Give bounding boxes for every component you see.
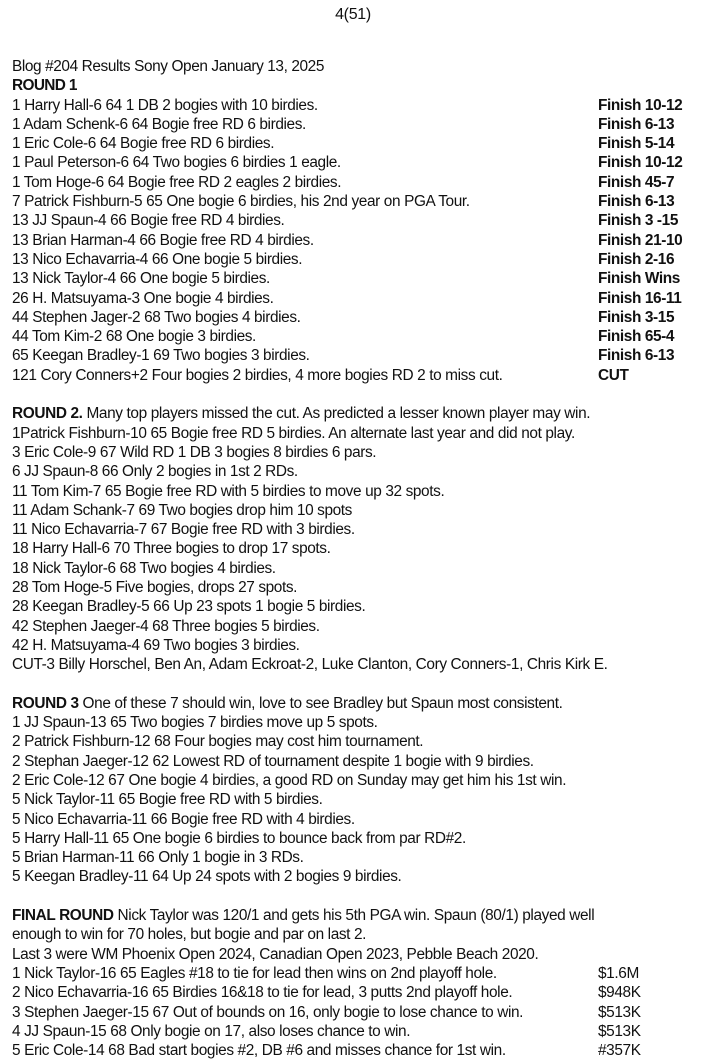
prize-money: $513K — [598, 1022, 641, 1040]
round1-row — [12, 231, 702, 250]
round2-row: 42 Stephen Jaeger-4 68 Three bogies 5 birdies. — [12, 617, 320, 635]
round3-row: 5 Harry Hall-11 65 One bogie 6 birdies to bounce back from par RD#2. — [12, 829, 466, 847]
round2-cut-line: CUT-3 Billy Horschel, Ben An, Adam Eckroat-2, Luke Clanton, Cory Conners-1, Chris Kirk E. — [12, 656, 608, 674]
row-text: 1 Tom Hoge-6 64 Bogie free RD 2 eagles 2 birdies. — [12, 173, 342, 191]
finish-result: Finish 16-11 — [598, 289, 682, 307]
finish-result: Finish 2-16 — [598, 250, 675, 268]
row-text: 121 Cory Conners+2 Four bogies 2 birdies, 4 more bogies RD 2 to miss cut. — [12, 366, 503, 384]
row-text: 4 JJ Spaun-15 68 Only bogie on 17, also loses chance to win. — [12, 1022, 411, 1040]
round3-intro: One of these 7 should win, love to see Bradley but Spaun most consistent. — [78, 694, 563, 712]
row-text: 1 Harry Hall-6 64 1 DB 2 bogies with 10 birdies. — [12, 96, 318, 114]
round3-row: 2 Stephan Jaeger-12 62 Lowest RD of tournament despite 1 bogie with 9 birdies. — [12, 752, 534, 770]
final-round-list — [12, 964, 702, 1060]
row-text: 26 H. Matsuyama-3 One bogie 4 birdies. — [12, 289, 274, 307]
prize-money: $513K — [598, 1003, 641, 1021]
round2-heading: ROUND 2. — [12, 405, 83, 423]
round2-header — [12, 404, 702, 423]
final-round-row — [12, 983, 702, 1002]
round1-row — [12, 211, 702, 230]
round1-row — [12, 115, 702, 134]
round2-row: 11 Tom Kim-7 65 Bogie free RD with 5 birdies to move up 32 spots. — [12, 482, 445, 500]
row-text: 13 JJ Spaun-4 66 Bogie free RD 4 birdies. — [12, 212, 285, 230]
row-text: 44 Tom Kim-2 68 One bogie 3 birdies. — [12, 328, 256, 346]
round2-row: 42 H. Matsuyama-4 69 Two bogies 3 birdies. — [12, 636, 300, 654]
round2-row: 11 Adam Schank-7 69 Two bogies drop him 10 spots — [12, 501, 352, 519]
finish-result: Finish 3 -15 — [598, 212, 679, 230]
final-round-heading: FINAL ROUND — [12, 907, 114, 925]
final-round-row — [12, 1022, 702, 1041]
round2-row: 3 Eric Cole-9 67 Wild RD 1 DB 3 bogies 8 birdies 6 pars. — [12, 443, 377, 461]
round2-intro: Many top players missed the cut. As predicted a lesser known player may win. — [82, 405, 591, 423]
row-text: 5 Eric Cole-14 68 Bad start bogies #2, DB #6 and misses chance for 1st win. — [12, 1042, 506, 1060]
round2-row: 1Patrick Fishburn-10 65 Bogie free RD 5 birdies. An alternate last year and did not play. — [12, 424, 575, 442]
round3-row: 5 Nick Taylor-11 65 Bogie free RD with 5 birdies. — [12, 791, 323, 809]
finish-result: Finish 6-13 — [598, 115, 675, 133]
row-text: 7 Patrick Fishburn-5 65 One bogie 6 birdies, his 2nd year on PGA Tour. — [12, 193, 470, 211]
row-text: 1 Nick Taylor-16 65 Eagles #18 to tie for lead then wins on 2nd playoff hole. — [12, 964, 497, 982]
round1-list — [12, 96, 702, 385]
round3-header — [12, 694, 702, 713]
row-text: 13 Nick Taylor-4 66 One bogie 5 birdies. — [12, 270, 270, 288]
round3-row: 2 Eric Cole-12 67 One bogie 4 birdies, a good RD on Sunday may get him his 1st win. — [12, 771, 567, 789]
finish-result: Finish Wins — [598, 270, 680, 288]
page-number: 4(51) — [335, 6, 371, 23]
prize-money: $1.6M — [598, 964, 639, 982]
row-text: 3 Stephen Jaeger-15 67 Out of bounds on 16, only bogie to lose chance to win. — [12, 1003, 524, 1021]
round3-row: 5 Keegan Bradley-11 64 Up 24 spots with 2 bogies 9 birdies. — [12, 868, 402, 886]
row-text: 2 Nico Echavarria-16 65 Birdies 16&18 to tie for lead, 3 putts 2nd playoff hole. — [12, 984, 513, 1002]
final-round-row — [12, 1003, 702, 1022]
finish-result: Finish 45-7 — [598, 173, 675, 191]
finish-result: Finish 10-12 — [598, 96, 683, 114]
final-round-intro: Nick Taylor was 120/1 and gets his 5th PGA win. Spaun (80/1) played well — [113, 907, 595, 925]
final-round-intro-2: enough to win for 70 holes, but bogie and par on last 2. — [12, 926, 367, 944]
round1-row — [12, 192, 702, 211]
round1-row — [12, 308, 702, 327]
finish-result: Finish 6-13 — [598, 347, 675, 365]
round2-row: 18 Harry Hall-6 70 Three bogies to drop 17 spots. — [12, 540, 331, 558]
finish-result: Finish 10-12 — [598, 154, 683, 172]
round1-row — [12, 289, 702, 308]
prize-money: #357K — [598, 1042, 641, 1060]
finish-result: Finish 65-4 — [598, 328, 675, 346]
row-text: 1 Paul Peterson-6 64 Two bogies 6 birdies 1 eagle. — [12, 154, 341, 172]
finish-result: Finish 6-13 — [598, 193, 675, 211]
round3-row: 2 Patrick Fishburn-12 68 Four bogies may cost him tournament. — [12, 733, 424, 751]
round3-row: 5 Brian Harman-11 66 Only 1 bogie in 3 RDs. — [12, 849, 304, 867]
round3-row: 5 Nico Echavarria-11 66 Bogie free RD with 4 birdies. — [12, 810, 355, 828]
document-body — [12, 57, 702, 1060]
round2-row: 28 Keegan Bradley-5 66 Up 23 spots 1 bogie 5 birdies. — [12, 598, 366, 616]
section-spacer — [12, 675, 702, 694]
round1-row — [12, 366, 702, 385]
finish-result: Finish 5-14 — [598, 135, 675, 153]
row-text: 65 Keegan Bradley-1 69 Two bogies 3 birdies. — [12, 347, 310, 365]
round3-row: 1 JJ Spaun-13 65 Two bogies 7 birdies move up 5 spots. — [12, 714, 378, 732]
round1-heading: ROUND 1 — [12, 77, 77, 95]
round2-row: 11 Nico Echavarria-7 67 Bogie free RD with 3 birdies. — [12, 521, 355, 539]
finish-result: Finish 21-10 — [598, 231, 683, 249]
document-title: Blog #204 Results Sony Open January 13, 2025 — [12, 58, 325, 75]
round2-row: 6 JJ Spaun-8 66 Only 2 bogies in 1st 2 RDs. — [12, 463, 298, 481]
final-round-row — [12, 1041, 702, 1060]
round1-row — [12, 173, 702, 192]
round1-row — [12, 134, 702, 153]
row-text: 13 Brian Harman-4 66 Bogie free RD 4 birdies. — [12, 231, 314, 249]
round1-row — [12, 269, 702, 288]
round1-row — [12, 250, 702, 269]
round1-row — [12, 327, 702, 346]
round1-row — [12, 346, 702, 365]
round2-list — [12, 424, 702, 675]
section-spacer — [12, 385, 702, 404]
row-text: 44 Stephen Jager-2 68 Two bogies 4 birdies. — [12, 308, 301, 326]
section-spacer — [12, 887, 702, 906]
row-text: 1 Eric Cole-6 64 Bogie free RD 6 birdies. — [12, 135, 275, 153]
round3-heading: ROUND 3 — [12, 694, 79, 712]
prize-money: $948K — [598, 984, 641, 1002]
row-text: 13 Nico Echavarria-4 66 One bogie 5 birdies. — [12, 250, 303, 268]
round1-row — [12, 96, 702, 115]
final-round-header — [12, 906, 702, 925]
finish-result: Finish 3-15 — [598, 308, 675, 326]
round2-row: 18 Nick Taylor-6 68 Two bogies 4 birdies. — [12, 559, 276, 577]
finish-result: CUT — [598, 366, 629, 384]
final-round-row — [12, 964, 702, 983]
round3-list — [12, 713, 702, 887]
final-round-intro-3: Last 3 were WM Phoenix Open 2024, Canadian Open 2023, Pebble Beach 2020. — [12, 945, 539, 963]
round2-row: 28 Tom Hoge-5 Five bogies, drops 27 spots. — [12, 579, 298, 597]
round1-row — [12, 153, 702, 172]
row-text: 1 Adam Schenk-6 64 Bogie free RD 6 birdies. — [12, 115, 306, 133]
